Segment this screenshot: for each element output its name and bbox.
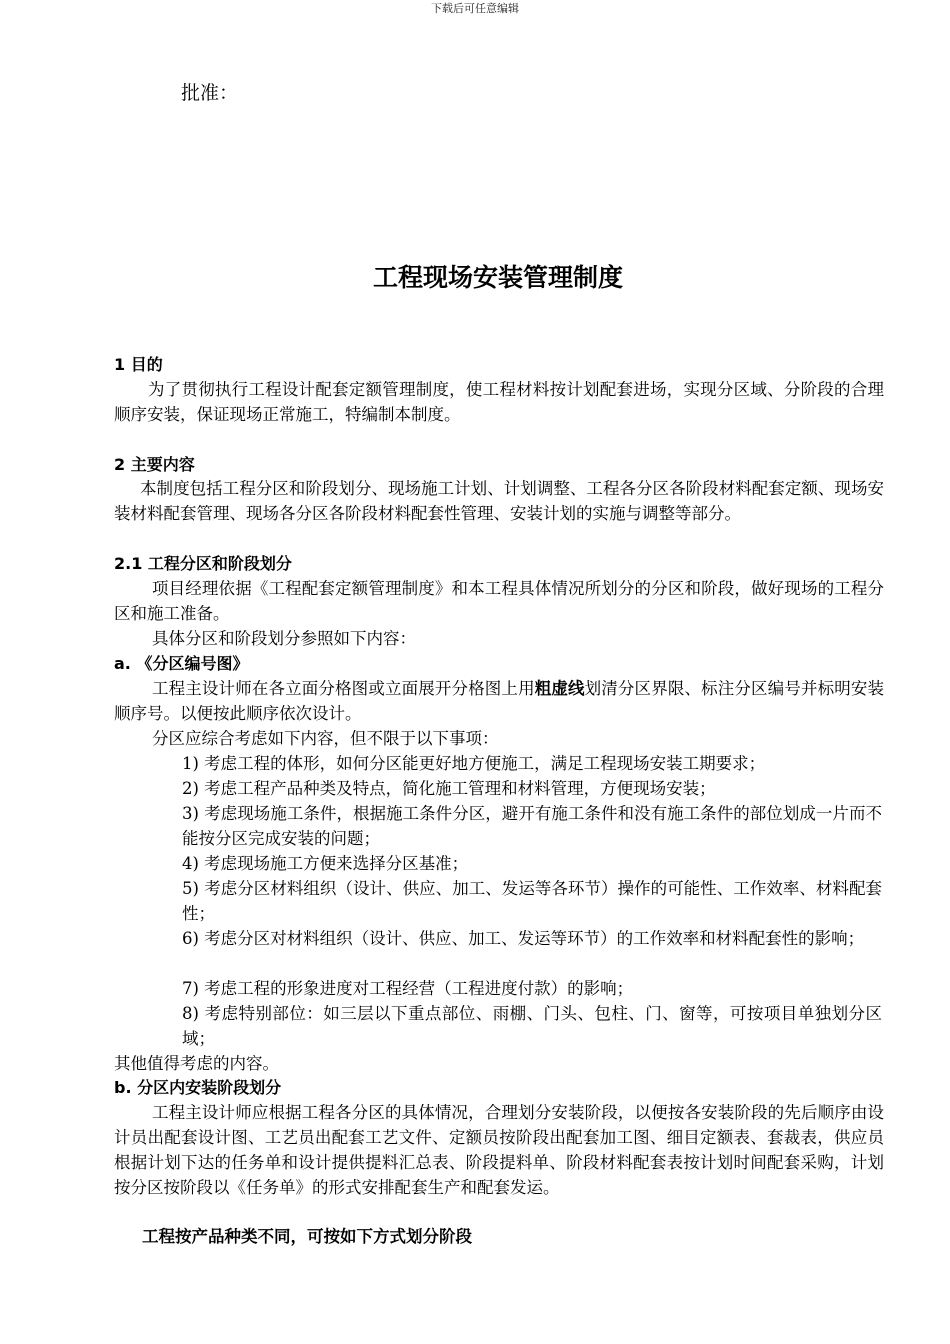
list-item: 3) 考虑现场施工条件，根据施工条件分区，避开有施工条件和没有施工条件的部位划成一片而不能按分区完成安装的问题； xyxy=(182,804,882,848)
subsection-a-text-after: 划清分区界限、标注分区编号并标明安装顺序号。以便按此顺序依次设计。 xyxy=(114,679,885,723)
list-item: 1) 考虑工程的体形，如何分区能更好地方便施工，满足工程现场安装工期要求； xyxy=(182,754,766,773)
approval-label: 批准： xyxy=(181,82,239,104)
list-item: 7) 考虑工程的形象进度对工程经营（工程进度付款）的影响； xyxy=(182,979,634,998)
section-2-heading: 2 主要内容 xyxy=(114,455,195,474)
list-item: 2) 考虑工程产品种类及特点，简化施工管理和材料管理，方便现场安装； xyxy=(182,779,716,798)
list-item: 8) 考虑特别部位：如三层以下重点部位、雨棚、门头、包柱、门、窗等，可按项目单独划分区域； xyxy=(182,1004,882,1048)
subsection-b-paragraph-1: 工程主设计师应根据工程各分区的具体情况，合理划分安装阶段，以便按各安装阶段的先后顺序由设计员出配套设计图、工艺员出配套工艺文件、定额员按阶段出配套加工图、细目定额表、套裁表，供应员根据计划下达的任务单和设计提供提料汇总表、阶段提料单、阶段材料配套表按计划时间配套采购，计划按分区按阶段以《任务单》的形式安排配套生产和配套发运。 xyxy=(114,1103,884,1197)
list-item: 6) 考虑分区对材料组织（设计、供应、加工、发运等环节）的工作效率和材料配套性的影响； xyxy=(182,929,865,948)
section-2-1-paragraph-2: 具体分区和阶段划分参照如下内容： xyxy=(152,629,416,648)
section-2-1-heading: 2.1 工程分区和阶段划分 xyxy=(114,554,292,573)
document-title: 工程现场安装管理制度 xyxy=(372,263,623,292)
subsection-a-paragraph-1 xyxy=(114,676,884,726)
section-1-text: 为了贯彻执行工程设计配套定额管理制度，使工程材料按计划配套进场，实现分区域、分阶段的合理顺序安装，保证现场正常施工，特编制本制度。 xyxy=(114,380,884,424)
section-1-heading: 1 目的 xyxy=(114,355,163,374)
list-item: 5) 考虑分区材料组织（设计、供应、加工、发运等各环节）操作的可能性、工作效率、材料配套性； xyxy=(182,879,882,923)
section-2-1-paragraph-1: 项目经理依据《工程配套定额管理制度》和本工程具体情况所划分的分区和阶段，做好现场的工程分区和施工准备。 xyxy=(114,579,884,623)
subsection-a-heading: a. 《分区编号图》 xyxy=(114,654,249,673)
thick-dashed-line-term: 粗虚线 xyxy=(534,679,585,698)
other-considerations: 其他值得考虑的内容。 xyxy=(114,1054,279,1073)
list-item: 4) 考虑现场施工方便来选择分区基准； xyxy=(182,854,469,873)
subsection-b-heading: b. 分区内安装阶段划分 xyxy=(114,1078,282,1097)
page-header-note: 下载后可任意编辑 xyxy=(431,2,519,15)
subsection-a-text-before: 工程主设计师在各立面分格图或立面展开分格图上用 xyxy=(152,679,535,698)
subsection-a-paragraph-2: 分区应综合考虑如下内容，但不限于以下事项： xyxy=(152,729,499,748)
section-2-text: 本制度包括工程分区和阶段划分、现场施工计划、计划调整、工程各分区各阶段材料配套定额、现场安装材料配套管理、现场各分区各阶段材料配套性管理、安装计划的实施与调整等部分。 xyxy=(114,479,884,523)
subsection-b-paragraph-2: 工程按产品种类不同，可按如下方式划分阶段 xyxy=(142,1227,472,1246)
